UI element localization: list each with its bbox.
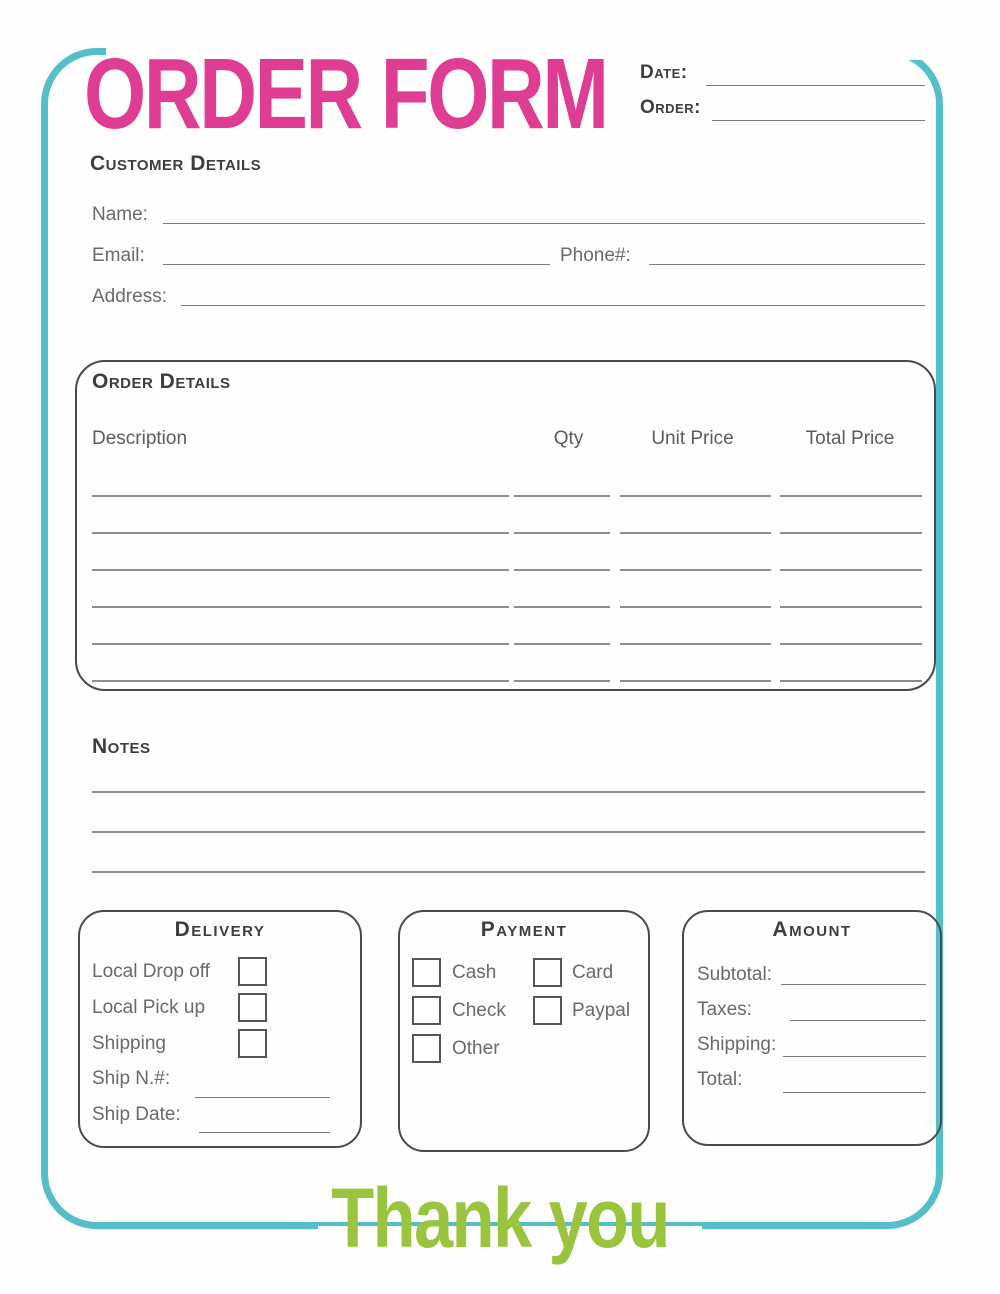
- notes-writing-line[interactable]: [92, 831, 925, 833]
- notes-heading: Notes: [92, 735, 151, 758]
- order-row: [92, 571, 922, 608]
- amount-box: [682, 910, 942, 1146]
- notes-writing-line[interactable]: [92, 791, 925, 793]
- payment-option-label-other: Other: [452, 1038, 500, 1059]
- amount-input-line-shipping[interactable]: [783, 1056, 926, 1057]
- delivery-checkbox-local-drop-off[interactable]: [238, 957, 267, 986]
- order-row: [92, 645, 922, 682]
- order-rows: [92, 460, 922, 682]
- payment-option-label-card: Card: [572, 962, 614, 983]
- payment-heading: Payment: [480, 918, 568, 941]
- order-row: [92, 534, 922, 571]
- payment-box: [398, 910, 650, 1152]
- amount-input-line-subtotal[interactable]: [781, 984, 926, 985]
- order-row: [92, 608, 922, 645]
- unit-price-line[interactable]: [620, 680, 771, 682]
- payment-checkbox-cash[interactable]: [412, 958, 441, 987]
- order-number-input-line[interactable]: [712, 120, 925, 121]
- payment-checkbox-paypal[interactable]: [533, 996, 562, 1025]
- order-row: [92, 460, 922, 497]
- ship-number-label: Ship N.#:: [92, 1068, 171, 1089]
- amount-label-total: Total:: [697, 1069, 743, 1090]
- delivery-option-label-local-pick-up: Local Pick up: [92, 997, 206, 1018]
- amount-label-subtotal: Subtotal:: [697, 964, 772, 985]
- order-row: [92, 497, 922, 534]
- ship-date-input-line[interactable]: [199, 1132, 330, 1133]
- date-label: Date:: [640, 62, 688, 83]
- name-label: Name:: [92, 204, 148, 225]
- order-number-label: Order:: [640, 97, 701, 118]
- thank-you-text: Thank you: [331, 1171, 669, 1265]
- payment-option-label-paypal: Paypal: [572, 1000, 631, 1021]
- email-input-line[interactable]: [163, 264, 550, 265]
- address-input-line[interactable]: [181, 305, 925, 306]
- date-input-line[interactable]: [706, 85, 925, 86]
- payment-option-label-check: Check: [452, 1000, 506, 1021]
- payment-checkbox-other[interactable]: [412, 1034, 441, 1063]
- amount-input-line-taxes[interactable]: [790, 1020, 926, 1021]
- payment-checkbox-check[interactable]: [412, 996, 441, 1025]
- description-line[interactable]: [92, 680, 509, 682]
- column-header-qty: Qty: [553, 428, 584, 449]
- notes-writing-line[interactable]: [92, 871, 925, 873]
- order-details-heading: Order Details: [92, 370, 231, 393]
- page-title: ORDER FORM: [84, 38, 607, 150]
- column-header-unit-price: Unit Price: [651, 428, 734, 449]
- address-label: Address:: [92, 286, 167, 307]
- delivery-checkbox-local-pick-up[interactable]: [238, 993, 267, 1022]
- column-header-description: Description: [92, 428, 188, 449]
- delivery-checkbox-shipping[interactable]: [238, 1029, 267, 1058]
- payment-checkbox-card[interactable]: [533, 958, 562, 987]
- phone-input-line[interactable]: [649, 264, 925, 265]
- qty-line[interactable]: [514, 680, 610, 682]
- amount-label-taxes: Taxes:: [697, 999, 752, 1020]
- customer-details-heading: Customer Details: [90, 152, 262, 175]
- amount-label-shipping: Shipping:: [697, 1034, 777, 1055]
- name-input-line[interactable]: [163, 223, 925, 224]
- delivery-option-label-shipping: Shipping: [92, 1033, 166, 1054]
- delivery-heading: Delivery: [174, 918, 266, 941]
- ship-number-input-line[interactable]: [195, 1097, 330, 1098]
- amount-input-line-total[interactable]: [783, 1092, 926, 1093]
- email-label: Email:: [92, 245, 145, 266]
- payment-option-label-cash: Cash: [452, 962, 497, 983]
- delivery-option-label-local-drop-off: Local Drop off: [92, 961, 210, 982]
- total-price-line[interactable]: [780, 680, 922, 682]
- ship-date-label: Ship Date:: [92, 1104, 181, 1125]
- phone-label: Phone#:: [560, 245, 631, 266]
- amount-heading: Amount: [772, 918, 852, 941]
- column-header-total-price: Total Price: [805, 428, 895, 449]
